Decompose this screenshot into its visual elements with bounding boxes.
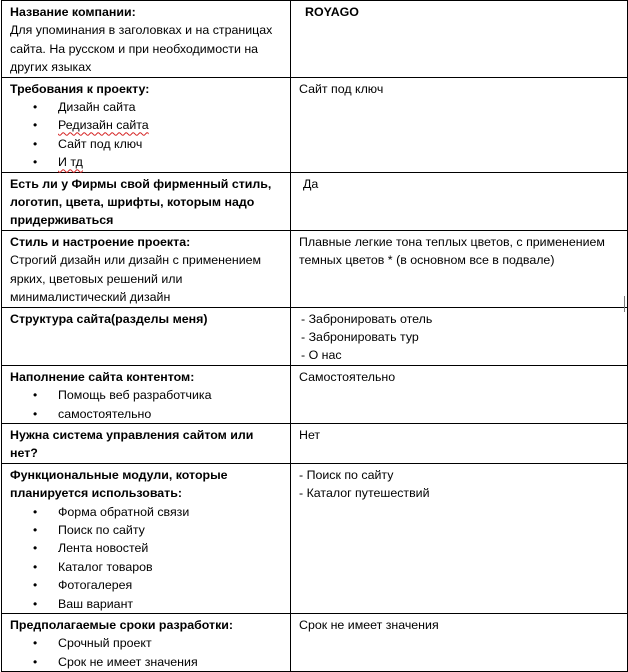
question-label: Предполагаемые сроки разработки: — [10, 618, 234, 632]
option-label: Каталог товаров — [58, 559, 153, 574]
table-row — [2, 172, 628, 230]
question-cell — [2, 230, 291, 307]
list-item — [33, 116, 283, 134]
bullet-icon: • — [33, 406, 38, 421]
table-row — [2, 77, 628, 172]
answer-value: Плавные легкие тона теплых цветов, с применением темных цветов * (в основном все в подвале) — [299, 234, 605, 268]
bullet-icon: • — [33, 522, 38, 537]
list-item — [33, 98, 283, 116]
answer-cell — [291, 365, 628, 423]
question-cell — [2, 463, 291, 613]
bullet-icon: • — [33, 136, 38, 151]
option-label: Форма обратной связи — [58, 504, 190, 519]
table-row — [2, 365, 628, 423]
option-list — [10, 503, 283, 613]
option-list — [10, 634, 283, 671]
list-item: - Забронировать тур — [301, 329, 419, 344]
option-label: самостоятельно — [58, 406, 152, 421]
question-label: Стиль и настроение проекта: — [10, 234, 191, 249]
option-label: Помощь веб разработчика — [58, 388, 212, 403]
option-label: Ваш вариант — [58, 596, 134, 611]
answer-value: ROYAGO — [305, 5, 359, 19]
question-label: Нужна система управления сайтом или нет? — [10, 427, 254, 461]
question-label: Требования к проекту: — [10, 81, 150, 96]
bullet-icon: • — [33, 636, 38, 651]
question-label: Наполнение сайта контентом: — [10, 369, 195, 384]
table-row — [2, 423, 628, 463]
table-row — [2, 307, 628, 365]
option-label: Сайт под ключ — [58, 136, 143, 151]
question-cell — [2, 307, 291, 365]
list-item: - Забронировать отель — [301, 311, 433, 326]
answer-cell — [291, 1, 628, 78]
bullet-icon: • — [33, 654, 38, 669]
option-list — [10, 386, 283, 423]
option-label: И тд — [58, 155, 83, 170]
table-row — [2, 614, 628, 672]
bullet-icon: • — [33, 541, 38, 556]
bullet-icon: • — [33, 596, 38, 611]
answer-cell — [291, 614, 628, 672]
bullet-icon: • — [33, 155, 38, 170]
answer-list — [301, 310, 620, 365]
table-row — [2, 463, 628, 613]
question-cell — [2, 614, 291, 672]
question-cell — [2, 423, 291, 463]
answer-cell — [291, 230, 628, 307]
brief-table — [1, 0, 628, 672]
list-item — [33, 503, 283, 521]
question-label: Функциональные модули, которые планируется использовать: — [10, 467, 228, 501]
bullet-icon: • — [33, 578, 38, 593]
page-edge-marker — [624, 296, 625, 312]
question-note: Строгий дизайн или дизайн с применением ярких, цветовых решений или минималистический дизайн — [10, 253, 262, 305]
option-label: Редизайн сайта — [58, 118, 149, 133]
question-label: Название компании: — [10, 5, 136, 19]
answer-cell — [291, 172, 628, 230]
question-label: Структура сайта(разделы меня) — [10, 311, 208, 326]
list-item: - О нас — [301, 348, 342, 363]
list-item — [33, 539, 283, 557]
answer-value: Самостоятельно — [299, 369, 396, 384]
bullet-icon: • — [33, 388, 38, 403]
list-item — [33, 521, 283, 539]
answer-list — [299, 466, 620, 503]
list-item — [33, 634, 283, 652]
answer-value: Нет — [299, 427, 321, 442]
bullet-icon: • — [33, 504, 38, 519]
option-list — [10, 98, 283, 172]
option-label: Срок не имеет значения — [58, 654, 198, 669]
option-label: Фотогалерея — [58, 578, 133, 593]
option-label: Срочный проект — [58, 636, 152, 651]
bullet-icon: • — [33, 559, 38, 574]
answer-value: Срок не имеет значения — [299, 618, 439, 632]
option-label: Поиск по сайту — [58, 522, 145, 537]
bullet-icon: • — [33, 100, 38, 115]
list-item — [33, 153, 283, 171]
answer-cell — [291, 307, 628, 365]
answer-value: Да — [303, 176, 319, 191]
list-item — [33, 405, 283, 423]
option-label: Дизайн сайта — [58, 100, 136, 115]
table-row — [2, 1, 628, 78]
question-cell — [2, 172, 291, 230]
list-item — [33, 386, 283, 404]
list-item — [33, 135, 283, 153]
list-item: - Поиск по сайту — [299, 467, 394, 482]
answer-cell — [291, 463, 628, 613]
table-row — [2, 230, 628, 307]
question-note: Для упоминания в заголовках и на страницах сайта. На русском и при необходимости на других языках — [10, 23, 273, 75]
list-item — [33, 595, 283, 613]
answer-value: Сайт под ключ — [299, 81, 384, 96]
list-item — [33, 558, 283, 576]
list-item: - Каталог путешествий — [299, 486, 430, 501]
question-cell — [2, 77, 291, 172]
list-item — [33, 653, 283, 671]
answer-cell — [291, 423, 628, 463]
answer-cell — [291, 77, 628, 172]
question-cell — [2, 1, 291, 78]
option-label: Лента новостей — [58, 541, 149, 556]
bullet-icon: • — [33, 118, 38, 133]
question-label: Есть ли у Фирмы свой фирменный стиль, логотип, цвета, шрифты, которым надо придерживаться — [10, 176, 272, 228]
question-cell — [2, 365, 291, 423]
list-item — [33, 576, 283, 594]
